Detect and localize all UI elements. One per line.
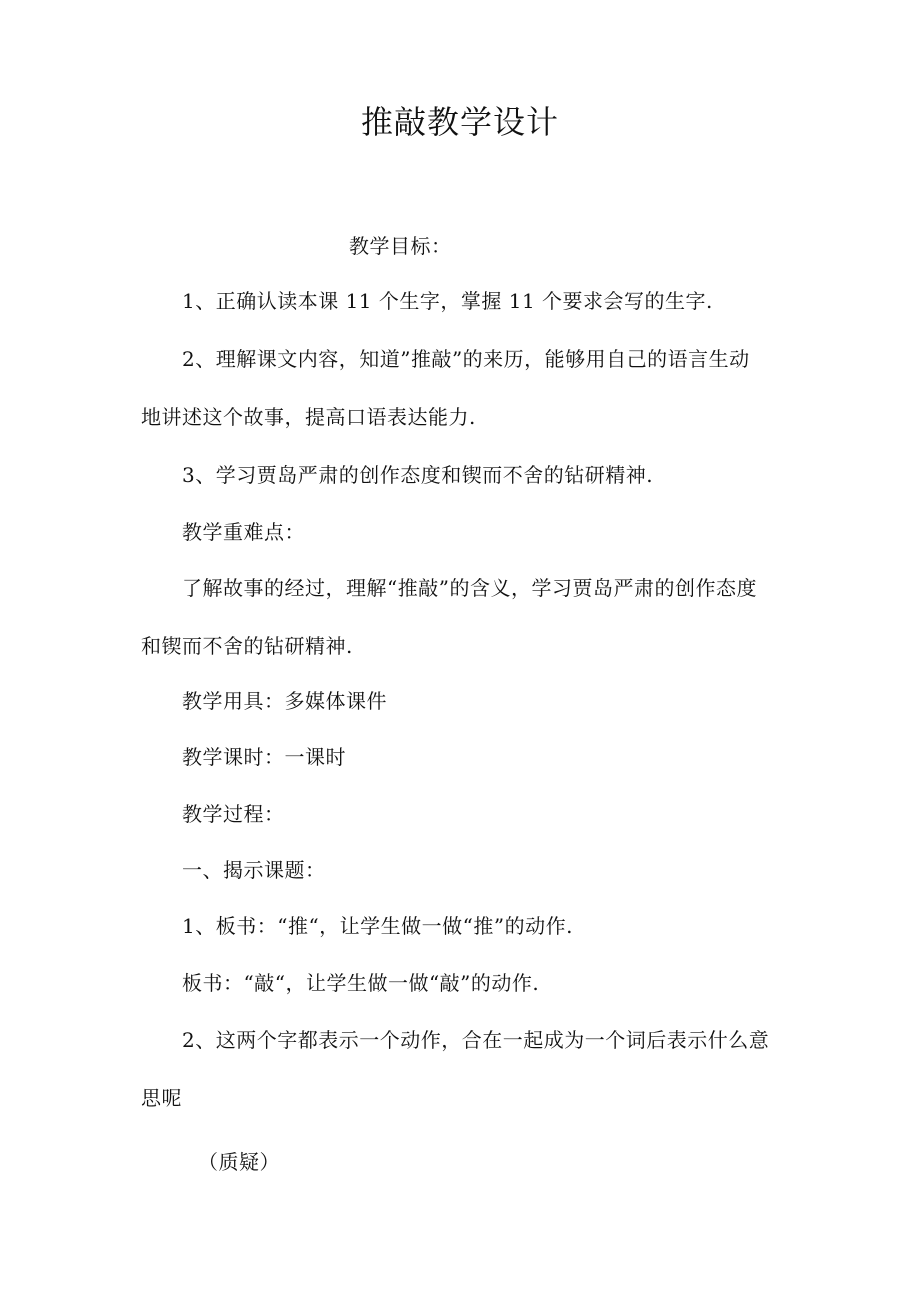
objective-1: 1、正确认读本课 11 个生字，掌握 11 个要求会写的生字.: [182, 289, 713, 313]
question-note: （质疑）: [198, 1150, 280, 1174]
section-1-heading: 一、揭示课题：: [182, 858, 326, 882]
key-points-line-2: 和锲而不舍的钻研精神.: [141, 634, 353, 658]
step-1b: 板书：“敲“，让学生做一做“敲”的动作.: [182, 971, 540, 995]
process-heading: 教学过程：: [182, 802, 285, 826]
step-2-line-1: 2、这两个字都表示一个动作，合在一起成为一个词后表示什么意: [182, 1028, 770, 1052]
step-2-line-2: 思呢: [141, 1086, 182, 1110]
step-1: 1、板书：“推“，让学生做一做“推”的动作.: [182, 914, 573, 938]
objectives-heading: 教学目标：: [349, 234, 452, 258]
key-points-heading: 教学重难点：: [182, 520, 305, 544]
page-title: 推敲教学设计: [360, 103, 559, 141]
objective-3: 3、学习贾岛严肃的创作态度和锲而不舍的钻研精神.: [182, 463, 654, 487]
teaching-tools: 教学用具：多媒体课件: [182, 689, 387, 713]
key-points-line-1: 了解故事的经过，理解“推敲”的含义，学习贾岛严肃的创作态度: [182, 576, 757, 600]
teaching-hours: 教学课时：一课时: [182, 745, 346, 769]
objective-2-line-1: 2、理解课文内容，知道”推敲”的来历，能够用自己的语言生动: [182, 347, 750, 371]
objective-2-line-2: 地讲述这个故事，提高口语表达能力.: [141, 405, 476, 429]
